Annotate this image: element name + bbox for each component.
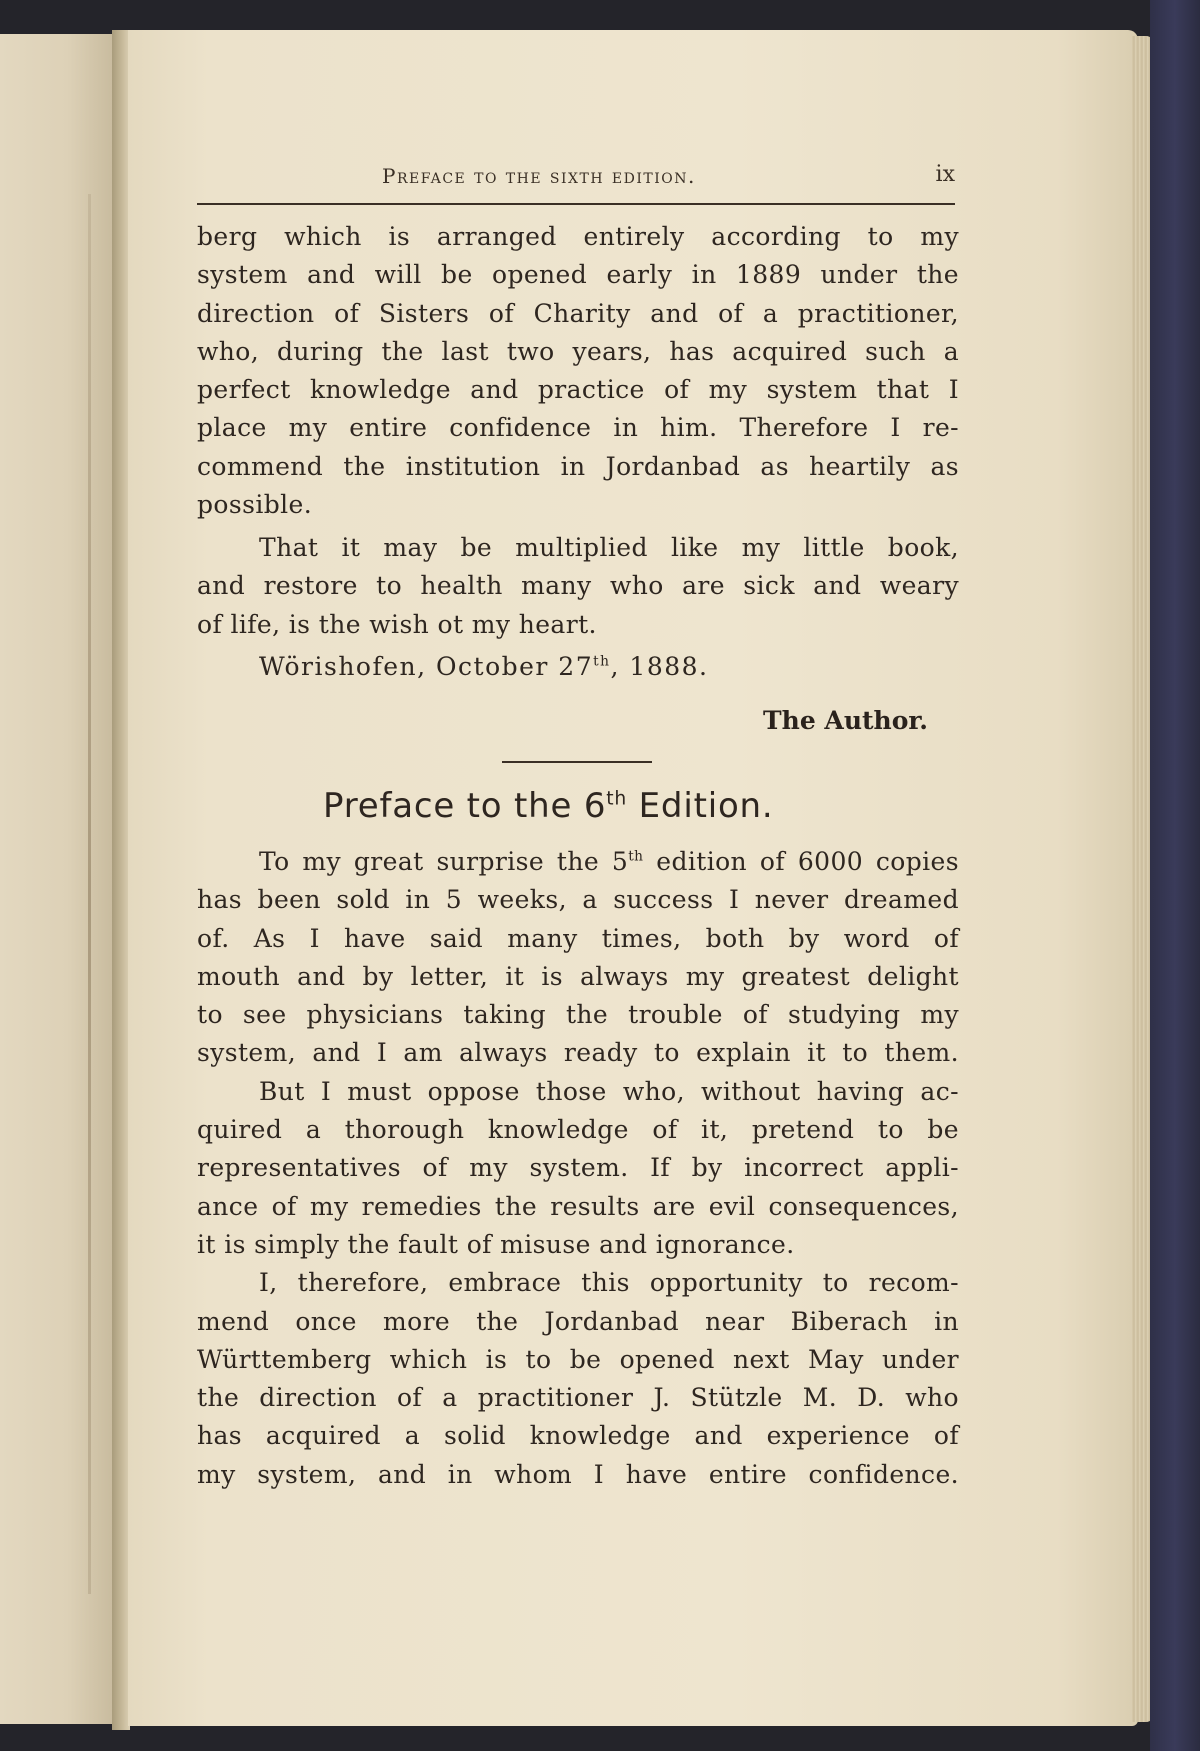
line-start: To my great surprise the 5	[259, 847, 629, 876]
text-line: has been sold in 5 weeks, a success I never dreamed	[197, 885, 959, 915]
text-line: mouth and by letter, it is always my greatest delight	[197, 961, 959, 991]
section-heading-text: Preface to the 6	[323, 786, 607, 826]
line-sup: th	[628, 848, 644, 865]
dateline-year: , 1888.	[610, 652, 709, 681]
header-rule	[197, 203, 955, 205]
text-line: it is simply the fault of misuse and ignorance.	[197, 1229, 795, 1259]
running-title: Preface to the sixth edition.	[382, 164, 696, 188]
section-heading-end: Edition.	[627, 786, 774, 826]
section-heading-sup: th	[606, 788, 628, 810]
text-line: who, during the last two years, has acquired such a	[197, 336, 959, 366]
text-line: the direction of a practitioner J. Stützle M. D. who	[197, 1383, 959, 1413]
section-heading	[323, 786, 774, 826]
text-line: and restore to health many who are sick and weary	[197, 571, 959, 601]
page-number: ix	[935, 162, 955, 187]
text-line: system and will be opened early in 1889 under the	[197, 260, 959, 290]
text-line: quired a thorough knowledge of it, pretend to be	[197, 1115, 959, 1145]
text-line: of life, is the wish ot my heart.	[197, 609, 597, 639]
text-line: ance of my remedies the results are evil consequences,	[197, 1191, 959, 1221]
text-line: But I must oppose those who, without having ac-	[259, 1076, 959, 1106]
text-line: place my entire confidence in him. Therefore I re-	[197, 413, 959, 443]
text-line: has acquired a solid knowledge and experience of	[197, 1421, 959, 1451]
text-line: my system, and in whom I have entire confidence.	[197, 1459, 959, 1489]
text-line: of. As I have said many times, both by word of	[197, 923, 959, 953]
text-line: perfect knowledge and practice of my system that I	[197, 375, 959, 405]
text-line: I, therefore, embrace this opportunity to recom-	[259, 1268, 959, 1298]
text-line: to see physicians taking the trouble of studying my	[197, 1000, 959, 1030]
text-line: system, and I am always ready to explain it to them.	[197, 1038, 959, 1068]
section-body	[197, 843, 959, 1494]
book-cover	[1150, 0, 1200, 1751]
running-head	[197, 160, 955, 192]
text-line: commend the institution in Jordanbad as heartily as	[197, 451, 959, 481]
text-line: direction of Sisters of Charity and of a practitioner,	[197, 298, 959, 328]
dateline	[259, 652, 708, 681]
paragraph-continued	[197, 218, 959, 524]
text-line: mend once more the Jordanbad near Biberach in	[197, 1306, 959, 1336]
dateline-sup: th	[593, 653, 611, 670]
left-page-edge	[0, 34, 113, 1724]
dateline-place: Wörishofen, October 27	[259, 652, 594, 681]
signature: The Author.	[763, 706, 928, 735]
line-end: edition of 6000 copies	[643, 847, 959, 876]
paragraph-wish	[197, 529, 959, 644]
text-line: berg which is arranged entirely according to my	[197, 222, 959, 251]
text-line: That it may be multiplied like my little book,	[259, 533, 959, 562]
section-divider	[502, 761, 652, 763]
text-line: possible.	[197, 490, 313, 520]
text-line	[197, 843, 959, 881]
text-line: Württemberg which is to be opened next May under	[197, 1344, 959, 1374]
text-line: representatives of my system. If by incorrect appli-	[197, 1153, 959, 1183]
